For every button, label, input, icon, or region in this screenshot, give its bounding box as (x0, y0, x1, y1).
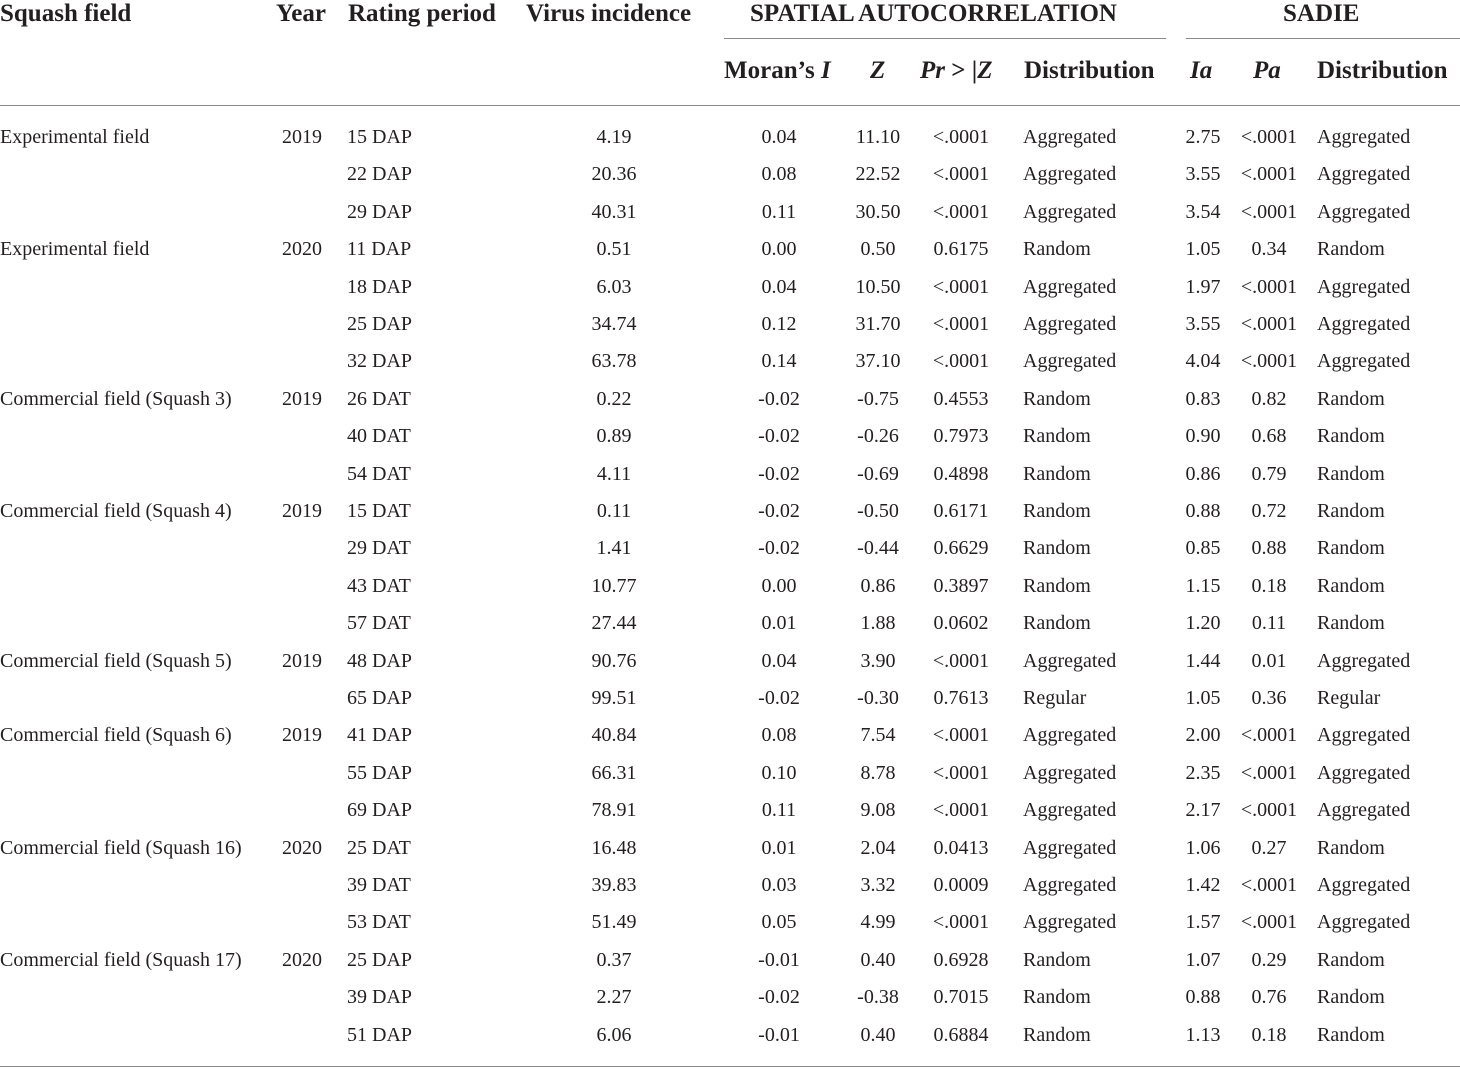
cell-morans-i: -0.02 (758, 687, 800, 709)
cell-pa: <.0001 (1240, 761, 1298, 784)
cell-z: 0.50 (860, 238, 896, 261)
cell-z: 3.90 (860, 649, 896, 672)
cell-pr-z: <.0001 (932, 350, 990, 373)
cell-distribution-sadie: Aggregated (1317, 911, 1411, 934)
cell-squash-field: Experimental field (0, 238, 150, 261)
table-row (0, 642, 1460, 679)
cell-rating-period: 54 DAT (347, 462, 411, 485)
cell-year: 2019 (282, 500, 322, 522)
cell-distribution-spatial: Aggregated (1023, 911, 1117, 934)
cell-distribution-spatial: Regular (1023, 687, 1087, 709)
cell-virus-incidence: 51.49 (591, 911, 637, 934)
cell-morans-i: -0.02 (758, 537, 800, 560)
cell-virus-incidence: 40.31 (591, 200, 637, 223)
header-distribution-sadie: Distribution (1317, 57, 1448, 84)
table-row (0, 754, 1460, 791)
cell-morans-i: -0.02 (758, 500, 800, 522)
table-row (0, 567, 1460, 604)
cell-z: 22.52 (855, 163, 901, 186)
table-row (0, 679, 1460, 716)
cell-pa: <.0001 (1240, 874, 1298, 896)
cell-distribution-sadie: Random (1317, 1023, 1385, 1046)
cell-virus-incidence: 0.37 (596, 948, 632, 971)
cell-year: 2020 (282, 836, 322, 859)
cell-pr-z: <.0001 (932, 649, 990, 672)
header-virus-incidence: Virus incidence (526, 0, 692, 27)
cell-rating-period: 15 DAP (347, 126, 413, 148)
cell-z: -0.50 (857, 500, 899, 522)
cell-virus-incidence: 34.74 (591, 313, 637, 335)
cell-ia: 1.05 (1185, 687, 1221, 709)
table-row (0, 604, 1460, 641)
cell-virus-incidence: 4.19 (596, 126, 632, 148)
cell-morans-i: -0.02 (758, 986, 800, 1009)
cell-morans-i: 0.04 (761, 649, 797, 672)
cell-ia: 1.07 (1185, 948, 1221, 971)
cell-distribution-sadie: Aggregated (1317, 799, 1411, 822)
cell-distribution-sadie: Aggregated (1317, 126, 1411, 148)
cell-distribution-spatial: Aggregated (1023, 163, 1117, 186)
cell-year: 2019 (282, 126, 322, 148)
cell-z: -0.44 (857, 537, 899, 560)
cell-virus-incidence: 0.89 (596, 425, 632, 448)
cell-z: 11.10 (855, 126, 901, 148)
cell-virus-incidence: 99.51 (591, 687, 637, 709)
cell-morans-i: 0.04 (761, 126, 797, 148)
cell-distribution-sadie: Aggregated (1317, 649, 1411, 672)
cell-morans-i: 0.01 (761, 836, 797, 859)
table-row (0, 1016, 1460, 1053)
table-row (0, 829, 1460, 866)
cell-distribution-sadie: Random (1317, 986, 1385, 1009)
header-sadie: SADIE (1283, 0, 1360, 27)
cell-rating-period: 25 DAP (347, 313, 413, 335)
cell-pr-z: 0.4553 (933, 387, 989, 410)
cell-pr-z: <.0001 (932, 724, 990, 747)
cell-ia: 3.55 (1185, 313, 1221, 335)
cell-virus-incidence: 1.41 (596, 537, 632, 560)
cell-rating-period: 39 DAT (347, 874, 411, 896)
cell-virus-incidence: 40.84 (591, 724, 637, 747)
cell-distribution-sadie: Random (1317, 612, 1385, 635)
table-row (0, 118, 1460, 155)
table-row (0, 866, 1460, 903)
cell-pr-z: <.0001 (932, 761, 990, 784)
cell-ia: 3.55 (1185, 163, 1221, 186)
cell-pa: <.0001 (1240, 163, 1298, 186)
cell-distribution-spatial: Random (1023, 612, 1091, 635)
cell-distribution-sadie: Random (1317, 537, 1385, 560)
cell-morans-i: -0.02 (758, 425, 800, 448)
cell-distribution-spatial: Aggregated (1023, 313, 1117, 335)
cell-virus-incidence: 78.91 (591, 799, 637, 822)
cell-morans-i: 0.00 (761, 574, 797, 597)
cell-pa: 0.82 (1251, 387, 1287, 410)
cell-z: 4.99 (860, 911, 896, 934)
cell-pr-z: 0.0413 (933, 836, 989, 859)
cell-distribution-sadie: Random (1317, 387, 1385, 410)
cell-rating-period: 57 DAT (347, 612, 411, 635)
cell-ia: 0.88 (1185, 500, 1221, 522)
table-row (0, 455, 1460, 492)
cell-pa: <.0001 (1240, 275, 1298, 298)
cell-ia: 0.86 (1185, 462, 1221, 485)
cell-virus-incidence: 20.36 (591, 163, 637, 186)
cell-morans-i: -0.01 (758, 1023, 800, 1046)
cell-morans-i: 0.04 (761, 275, 797, 298)
cell-morans-i: 0.14 (761, 350, 797, 373)
cell-distribution-spatial: Aggregated (1023, 761, 1117, 784)
table-row (0, 305, 1460, 342)
table-row (0, 193, 1460, 230)
cell-pa: 0.18 (1251, 1023, 1287, 1046)
table-bottom-rule (0, 1066, 1460, 1067)
table-row (0, 716, 1460, 753)
table-row (0, 941, 1460, 978)
cell-rating-period: 29 DAP (347, 200, 413, 223)
cell-morans-i: -0.02 (758, 462, 800, 485)
cell-distribution-spatial: Random (1023, 462, 1091, 485)
cell-ia: 1.06 (1185, 836, 1221, 859)
cell-z: 10.50 (855, 275, 901, 298)
cell-ia: 1.13 (1185, 1023, 1221, 1046)
cell-morans-i: 0.11 (761, 799, 797, 822)
cell-distribution-sadie: Aggregated (1317, 350, 1411, 373)
table-row (0, 342, 1460, 379)
cell-morans-i: -0.01 (758, 948, 800, 971)
header-spatial-autocorrelation: SPATIAL AUTOCORRELATION (750, 0, 1117, 27)
cell-ia: 2.17 (1185, 799, 1221, 822)
cell-rating-period: 25 DAP (347, 948, 413, 971)
cell-pr-z: 0.6171 (933, 500, 989, 522)
table-row (0, 380, 1460, 417)
cell-pa: 0.72 (1251, 500, 1287, 522)
cell-morans-i: 0.08 (761, 724, 797, 747)
cell-distribution-spatial: Aggregated (1023, 724, 1117, 747)
cell-virus-incidence: 2.27 (596, 986, 632, 1009)
cell-pa: <.0001 (1240, 200, 1298, 223)
cell-squash-field: Commercial field (Squash 6) (0, 724, 232, 747)
header-rating-period: Rating period (348, 0, 496, 27)
cell-pr-z: <.0001 (932, 126, 990, 148)
cell-distribution-sadie: Aggregated (1317, 761, 1411, 784)
cell-ia: 1.42 (1185, 874, 1221, 896)
header-ia: Ia (1190, 57, 1213, 84)
table-row (0, 230, 1460, 267)
cell-distribution-spatial: Aggregated (1023, 836, 1117, 859)
cell-distribution-sadie: Random (1317, 238, 1385, 261)
cell-pr-z: <.0001 (932, 799, 990, 822)
cell-rating-period: 26 DAT (347, 387, 411, 410)
cell-morans-i: 0.11 (761, 200, 797, 223)
table-row (0, 978, 1460, 1015)
cell-year: 2020 (282, 238, 322, 261)
cell-pa: 0.76 (1251, 986, 1287, 1009)
cell-ia: 1.05 (1185, 238, 1221, 261)
cell-year: 2019 (282, 387, 322, 410)
cell-rating-period: 11 DAP (347, 238, 412, 261)
cell-pa: 0.79 (1251, 462, 1287, 485)
cell-virus-incidence: 6.03 (596, 275, 632, 298)
cell-pa: <.0001 (1240, 724, 1298, 747)
cell-distribution-sadie: Aggregated (1317, 163, 1411, 186)
cell-distribution-sadie: Random (1317, 425, 1385, 448)
cell-pa: 0.27 (1251, 836, 1287, 859)
cell-distribution-sadie: Random (1317, 500, 1385, 522)
cell-ia: 1.57 (1185, 911, 1221, 934)
table-row (0, 529, 1460, 566)
cell-virus-incidence: 0.22 (596, 387, 632, 410)
cell-ia: 0.88 (1185, 986, 1221, 1009)
header-squash-field: Squash field (0, 0, 132, 27)
cell-ia: 4.04 (1185, 350, 1221, 373)
header-year: Year (276, 0, 326, 27)
header-morans-i: Moran’s I (724, 57, 831, 84)
cell-pr-z: 0.6928 (933, 948, 989, 971)
cell-rating-period: 53 DAT (347, 911, 411, 934)
cell-pr-z: <.0001 (932, 163, 990, 186)
cell-distribution-sadie: Random (1317, 836, 1385, 859)
table-row (0, 268, 1460, 305)
cell-rating-period: 18 DAP (347, 275, 413, 298)
cell-distribution-spatial: Random (1023, 425, 1091, 448)
cell-distribution-spatial: Aggregated (1023, 799, 1117, 822)
cell-rating-period: 65 DAP (347, 687, 413, 709)
cell-ia: 2.75 (1185, 126, 1221, 148)
cell-z: -0.38 (857, 986, 899, 1009)
cell-z: -0.69 (857, 462, 899, 485)
cell-distribution-sadie: Aggregated (1317, 275, 1411, 298)
cell-rating-period: 43 DAT (347, 574, 411, 597)
cell-pa: 0.11 (1251, 612, 1287, 635)
cell-pr-z: <.0001 (932, 911, 990, 934)
table-row (0, 492, 1460, 529)
table-row (0, 417, 1460, 454)
cell-virus-incidence: 16.48 (591, 836, 637, 859)
cell-pr-z: 0.7015 (933, 986, 989, 1009)
cell-z: 0.40 (860, 948, 896, 971)
cell-ia: 2.00 (1185, 724, 1221, 747)
cell-pr-z: 0.4898 (933, 462, 989, 485)
cell-year: 2020 (282, 948, 322, 971)
cell-z: 1.88 (860, 612, 896, 635)
header-bottom-rule (0, 105, 1460, 106)
cell-distribution-spatial: Random (1023, 238, 1091, 261)
cell-morans-i: 0.00 (761, 238, 797, 261)
cell-virus-incidence: 66.31 (591, 761, 637, 784)
cell-pa: 0.29 (1251, 948, 1287, 971)
cell-ia: 1.15 (1185, 574, 1221, 597)
cell-pr-z: 0.3897 (933, 574, 989, 597)
table-row (0, 791, 1460, 828)
cell-virus-incidence: 4.11 (596, 462, 632, 485)
cell-distribution-spatial: Random (1023, 537, 1091, 560)
cell-distribution-spatial: Aggregated (1023, 649, 1117, 672)
cell-pa: 0.88 (1251, 537, 1287, 560)
cell-distribution-sadie: Aggregated (1317, 313, 1411, 335)
header-pa: Pa (1253, 57, 1281, 84)
cell-morans-i: -0.02 (758, 387, 800, 410)
cell-pa: <.0001 (1240, 350, 1298, 373)
cell-distribution-sadie: Aggregated (1317, 724, 1411, 747)
cell-pr-z: <.0001 (932, 200, 990, 223)
cell-pr-z: 0.0602 (933, 612, 989, 635)
cell-ia: 0.83 (1185, 387, 1221, 410)
sadie-group-rule (1186, 38, 1460, 39)
cell-rating-period: 39 DAP (347, 986, 413, 1009)
cell-morans-i: 0.08 (761, 163, 797, 186)
cell-distribution-spatial: Random (1023, 574, 1091, 597)
header-z: Z (870, 57, 886, 84)
cell-virus-incidence: 6.06 (596, 1023, 632, 1046)
cell-pa: 0.18 (1251, 574, 1287, 597)
cell-pr-z: 0.0009 (933, 874, 989, 896)
cell-z: 30.50 (855, 200, 901, 223)
cell-distribution-spatial: Aggregated (1023, 275, 1117, 298)
cell-z: 9.08 (860, 799, 896, 822)
cell-squash-field: Commercial field (Squash 16) (0, 836, 242, 859)
cell-rating-period: 69 DAP (347, 799, 413, 822)
cell-rating-period: 55 DAP (347, 761, 413, 784)
cell-distribution-spatial: Random (1023, 1023, 1091, 1046)
cell-z: 7.54 (860, 724, 896, 747)
cell-pr-z: <.0001 (932, 313, 990, 335)
cell-distribution-spatial: Random (1023, 948, 1091, 971)
cell-virus-incidence: 0.51 (596, 238, 632, 261)
cell-pr-z: <.0001 (932, 275, 990, 298)
cell-pa: 0.01 (1251, 649, 1287, 672)
cell-z: -0.26 (857, 425, 899, 448)
cell-distribution-sadie: Random (1317, 574, 1385, 597)
cell-z: 0.40 (860, 1023, 896, 1046)
cell-ia: 2.35 (1185, 761, 1221, 784)
cell-z: 3.32 (860, 874, 896, 896)
cell-z: -0.30 (857, 687, 899, 709)
cell-squash-field: Commercial field (Squash 4) (0, 500, 232, 522)
cell-pr-z: 0.7973 (933, 425, 989, 448)
cell-virus-incidence: 90.76 (591, 649, 637, 672)
cell-year: 2019 (282, 724, 322, 747)
cell-squash-field: Commercial field (Squash 17) (0, 948, 242, 971)
cell-squash-field: Experimental field (0, 126, 150, 148)
cell-pa: <.0001 (1240, 911, 1298, 934)
cell-z: -0.75 (857, 387, 899, 410)
cell-pa: <.0001 (1240, 126, 1298, 148)
cell-rating-period: 41 DAP (347, 724, 413, 747)
cell-squash-field: Commercial field (Squash 5) (0, 649, 232, 672)
cell-ia: 0.90 (1185, 425, 1221, 448)
table-row (0, 155, 1460, 192)
cell-rating-period: 29 DAT (347, 537, 411, 560)
cell-distribution-sadie: Random (1317, 948, 1385, 971)
cell-z: 37.10 (855, 350, 901, 373)
cell-morans-i: 0.10 (761, 761, 797, 784)
table-row (0, 903, 1460, 940)
cell-rating-period: 51 DAP (347, 1023, 413, 1046)
cell-distribution-sadie: Aggregated (1317, 200, 1411, 223)
cell-z: 2.04 (860, 836, 896, 859)
cell-virus-incidence: 63.78 (591, 350, 637, 373)
cell-virus-incidence: 27.44 (591, 612, 637, 635)
cell-pr-z: 0.6629 (933, 537, 989, 560)
cell-distribution-spatial: Random (1023, 500, 1091, 522)
cell-distribution-spatial: Random (1023, 986, 1091, 1009)
cell-distribution-spatial: Random (1023, 387, 1091, 410)
cell-pr-z: 0.6884 (933, 1023, 989, 1046)
cell-rating-period: 40 DAT (347, 425, 411, 448)
cell-year: 2019 (282, 649, 322, 672)
cell-distribution-spatial: Aggregated (1023, 200, 1117, 223)
cell-virus-incidence: 10.77 (591, 574, 637, 597)
cell-ia: 3.54 (1185, 200, 1221, 223)
cell-distribution-spatial: Aggregated (1023, 874, 1117, 896)
cell-distribution-sadie: Regular (1317, 687, 1381, 709)
cell-distribution-sadie: Random (1317, 462, 1385, 485)
cell-pr-z: 0.6175 (933, 238, 989, 261)
cell-z: 8.78 (860, 761, 896, 784)
header-distribution-spatial: Distribution (1024, 57, 1155, 84)
cell-ia: 1.20 (1185, 612, 1221, 635)
cell-distribution-sadie: Aggregated (1317, 874, 1411, 896)
cell-pa: 0.68 (1251, 425, 1287, 448)
cell-morans-i: 0.12 (761, 313, 797, 335)
cell-pa: 0.36 (1251, 687, 1287, 709)
cell-rating-period: 15 DAT (347, 500, 411, 522)
cell-z: 0.86 (860, 574, 896, 597)
cell-rating-period: 25 DAT (347, 836, 411, 859)
cell-virus-incidence: 0.11 (596, 500, 632, 522)
cell-rating-period: 48 DAP (347, 649, 413, 672)
cell-pa: <.0001 (1240, 799, 1298, 822)
cell-ia: 0.85 (1185, 537, 1221, 560)
spatial-group-rule (724, 38, 1166, 39)
cell-ia: 1.97 (1185, 275, 1221, 298)
cell-morans-i: 0.01 (761, 612, 797, 635)
cell-pa: 0.34 (1251, 238, 1287, 261)
cell-pr-z: 0.7613 (933, 687, 989, 709)
cell-morans-i: 0.03 (761, 874, 797, 896)
cell-morans-i: 0.05 (761, 911, 797, 934)
cell-squash-field: Commercial field (Squash 3) (0, 387, 232, 410)
cell-rating-period: 22 DAP (347, 163, 413, 186)
cell-virus-incidence: 39.83 (591, 874, 637, 896)
cell-z: 31.70 (855, 313, 901, 335)
cell-rating-period: 32 DAP (347, 350, 413, 373)
cell-distribution-spatial: Aggregated (1023, 350, 1117, 373)
cell-ia: 1.44 (1185, 649, 1221, 672)
cell-pa: <.0001 (1240, 313, 1298, 335)
header-pr-z: Pr > |Z (920, 57, 993, 84)
cell-distribution-spatial: Aggregated (1023, 126, 1117, 148)
